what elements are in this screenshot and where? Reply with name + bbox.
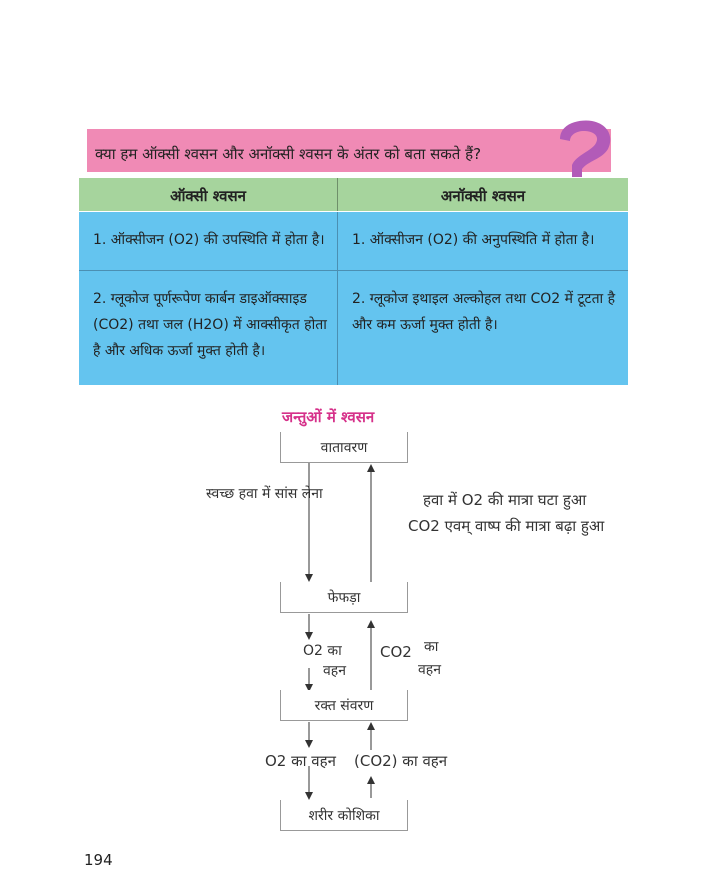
label-o2-to-cells: O2 का वहन bbox=[265, 752, 336, 770]
label-co2-vahan: वहन bbox=[418, 662, 441, 678]
label-co2-increased: CO2 एवम् वाष्प की मात्रा बढ़ा हुआ bbox=[408, 517, 605, 535]
box-cells: शरीर कोशिका bbox=[280, 800, 408, 831]
label-o2-transport-vahan: वहन bbox=[323, 663, 346, 679]
label-co2-from-cells: (CO2) का वहन bbox=[354, 752, 448, 770]
label-o2-reduced: हवा में O2 की मात्रा घटा हुआ bbox=[423, 491, 587, 509]
table-cell-aerobic-1: 1. ऑक्सीजन (O2) की उपस्थिति में होता है। bbox=[79, 212, 338, 271]
box-atmosphere: वातावरण bbox=[280, 432, 408, 463]
diagram-title: जन्तुओं में श्वसन bbox=[282, 408, 375, 426]
question-text: क्या हम ऑक्सी श्वसन और अनॉक्सी श्वसन के अंतर को बता सकते हैं? bbox=[95, 145, 482, 163]
box-circulation: रक्त संवरण bbox=[280, 690, 408, 721]
table-header-aerobic: ऑक्सी श्वसन bbox=[79, 178, 338, 211]
label-o2-transport: O2 का bbox=[303, 643, 342, 659]
table-cell-anaerobic-2: 2. ग्लूकोज इथाइल अल्कोहल तथा CO2 में टूटता है और कम ऊर्जा मुक्त होती है। bbox=[338, 271, 628, 385]
page-number: 194 bbox=[84, 851, 113, 869]
label-co2: CO2 bbox=[380, 643, 412, 661]
table-cell-aerobic-2: 2. ग्लूकोज पूर्णरूपेण कार्बन डाइऑक्साइड (CO2) तथा जल (H2O) में आक्सीकृत होता है और अधिक ऊर्जा मुक्त होती है। bbox=[79, 271, 338, 385]
label-inhale: स्वच्छ हवा में सांस लेना bbox=[206, 486, 323, 502]
table-header-anaerobic: अनॉक्सी श्वसन bbox=[338, 178, 628, 211]
box-lungs: फेफड़ा bbox=[280, 582, 408, 613]
table-cell-anaerobic-1: 1. ऑक्सीजन (O2) की अनुपस्थिति में होता है। bbox=[338, 212, 628, 271]
label-co2-ka: का bbox=[424, 639, 439, 655]
